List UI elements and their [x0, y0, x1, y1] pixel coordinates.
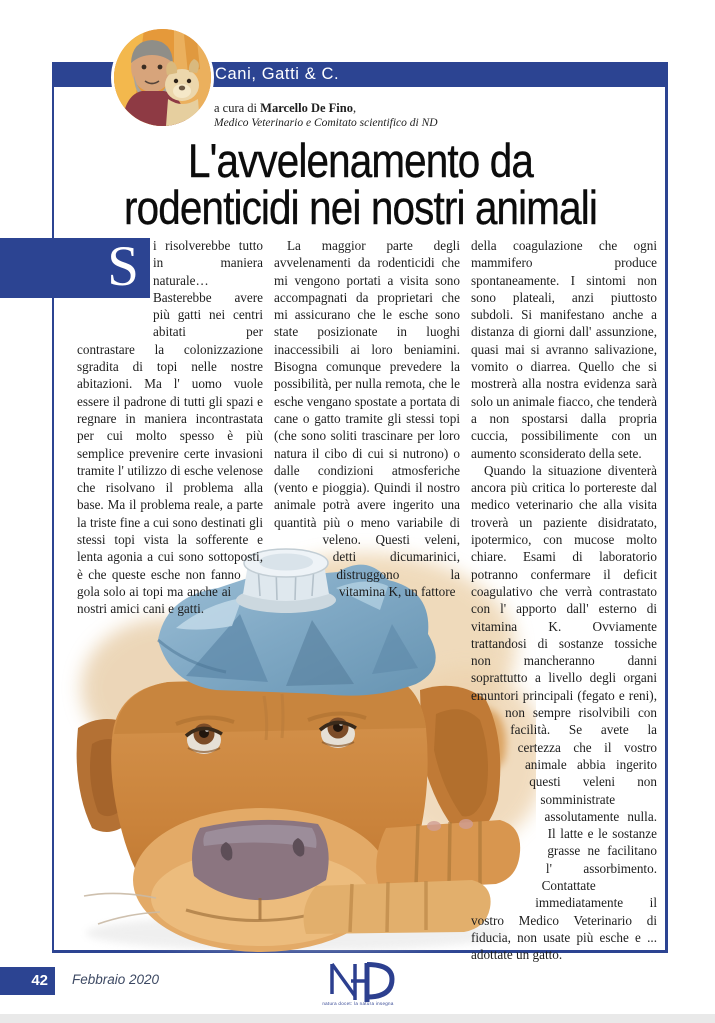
- column-1: [77, 237, 263, 951]
- column-2-paragraph: [274, 237, 460, 600]
- column-3: [471, 237, 658, 963]
- article-title-line1: L'avvelenamento da: [187, 134, 534, 187]
- dropcap-letter: S: [107, 235, 139, 298]
- right-border-rule: [665, 62, 668, 953]
- byline-author-line: [214, 101, 438, 116]
- byline-prefix: a cura di: [214, 101, 261, 115]
- article-body: [77, 237, 658, 963]
- byline: [214, 101, 438, 129]
- author-with-puppy-illustration: [114, 29, 211, 126]
- byline-role: Medico Veterinario e Comitato scientifico di ND: [214, 117, 438, 129]
- section-label: Cani, Gatti & C.: [215, 65, 340, 83]
- page-number: 42: [31, 972, 48, 989]
- author-avatar-photo: [111, 26, 214, 129]
- column-2: [274, 237, 460, 951]
- issue-date: Febbraio 2020: [72, 972, 160, 987]
- column-2-text-a: La maggior parte degli avvelenamenti da rodenticidi che mi vengono portati a visita sono accompagnati da proprietari che mi assicurano che le esche sono state posizionate in luoghi inaccessibili ai loro beniamini. Bisogna comunque prevedere la possibilità, per nulla remota, che le esche vengano spostate a portata di cane o gatto tramite gli stessi topi (che sono soliti trascinare per loro natura il cibo di cui si nutrono) o dalle condizioni atmosferiche (vento e pioggia). Quindi il nostro animale potrà avere ingerito una quantità più: [274, 238, 460, 530]
- column-1-text-a: i risolverebbe tutto in maniera naturale… Basterebbe avere più gatti nei centri abitati per contrastare la colonizzazione sgradita di topi nelle nostre abitazioni. Ma l' uomo vuole essere il padrone di tutti gli spazi e regnare in maniera incontrastata per cui molto spesso è più semplice prevenire certe invasioni tramite l' utilizzo di esche velenose che risolvano il problema alla base. Ma il problema reale, a parte la triste fine a cui sono destinati gli stessi topi vista la sofferente e lenta agonia a cui: [77, 238, 263, 565]
- page-number-box: [0, 967, 55, 995]
- column-3-text-a: Quando la situazione diventerà ancora più critica lo portereste dal medico veterinario che alla visita troverà un paziente disidratato, ipotermico, con mucose molto chiare. Esami di laboratorio potranno confermare il deficit coagulativo che verrà contrastato con l' apporto dall' esterno di vitamina K. Ovviamente trattandosi di sostanze tossiche non mancheranno danni soprattutto a livello degli organi emuntori: [471, 462, 657, 703]
- byline-comma: ,: [352, 101, 357, 115]
- nd-logo-tagline: natura docet: la natura insegna: [322, 1001, 394, 1006]
- page-bottom-strip: [0, 1014, 715, 1023]
- column-3-paragraph-2: [471, 462, 657, 964]
- article-title-line2: rodenticidi nei nostri animali: [124, 181, 597, 234]
- dropcap-box: [0, 235, 150, 298]
- column-3-text-b: principali (fegato e reni), non sempre risolvibili con facilità. Se avete la certezza che il vostro animale abbia ingerito questi veleni non somministrate assolutamente nulla. Il latte e le sostanze grasse ne facilitano l' assorbimento. Contattate immediatamente il vostro Medico Veterinario di fiducia, non usate più esche e ... adottate un gatto.: [471, 687, 657, 963]
- column-1-text-b: sono sottoposti, è che queste esche non fanno gola solo ai topi ma anche ai nostri amici cani e gatti.: [77, 549, 263, 617]
- article-title: [96, 134, 625, 234]
- column-3-paragraph-1: della coagulazione che ogni mammifero produce spontaneamente. I sintomi non sono plateali, anzi piuttosto subdoli. Si manifestano anche a distanza di giorni dall' assunzione, quasi mai si avranno salivazione, vomito o diarrea. Quello che si mostrerà alla nostra evidenza sarà solo un animale fiacco, che tenderà a non spostarsi dalla propria cuccia, possibilimente con un aumento sconsiderato della sete.: [471, 238, 658, 461]
- column-2-text-b: o meno variabile di veleno. Questi veleni, detti dicumarinici, distruggono la vitamina K, un fattore: [322, 514, 460, 599]
- byline-author-name: Marcello De Fino: [260, 101, 353, 115]
